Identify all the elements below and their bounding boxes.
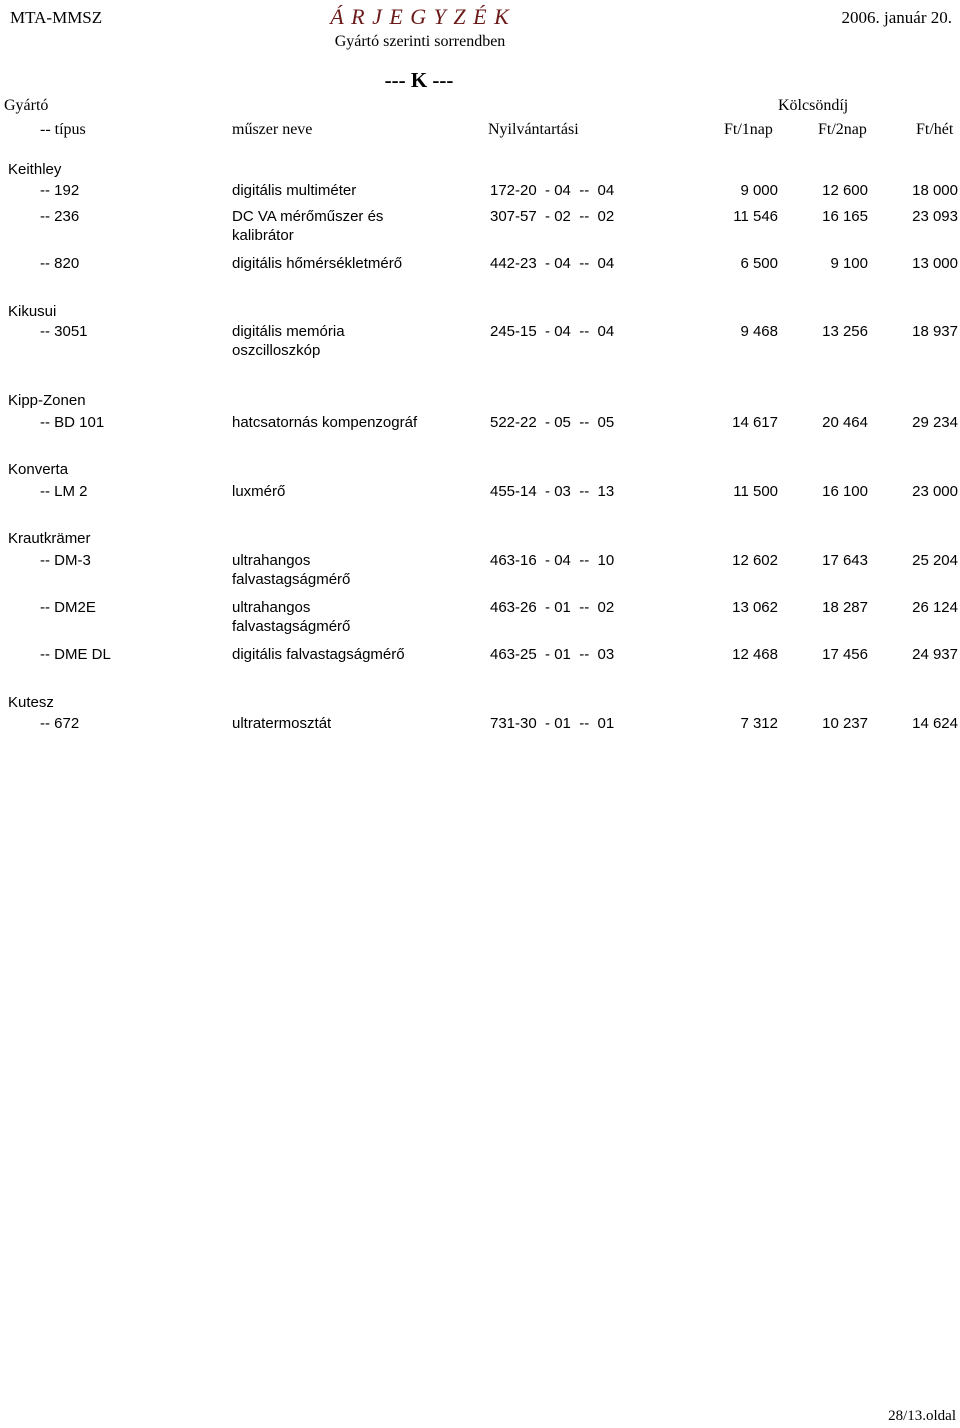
item-price-week: 23 000 — [912, 483, 958, 500]
item-price-2-day: 20 464 — [822, 414, 868, 431]
item-registry: 463-26 - 01 -- 02 — [490, 599, 615, 616]
item-name: luxmérő — [232, 483, 286, 500]
col-header-rental-fee: Kölcsöndíj — [778, 97, 849, 114]
item-price-1-day: 12 468 — [732, 646, 778, 663]
item-registry: 731-30 - 01 -- 01 — [490, 715, 615, 732]
col-header-registry: Nyilvántartási — [488, 121, 579, 138]
item-price-week: 13 000 — [912, 255, 958, 272]
item-price-1-day: 13 062 — [732, 599, 778, 616]
item-name: digitális multiméter — [232, 182, 357, 199]
page-date: 2006. január 20. — [841, 8, 952, 27]
item-registry: 442-23 - 04 -- 04 — [490, 255, 615, 272]
item-type: -- 672 — [40, 715, 80, 732]
item-price-2-day: 18 287 — [822, 599, 868, 616]
col-header-instrument: műszer neve — [232, 121, 313, 138]
item-price-1-day: 6 500 — [740, 255, 778, 272]
manufacturer-name: Konverta — [8, 461, 69, 478]
page-number: 28/13.oldal — [888, 1408, 956, 1424]
item-price-week: 18 000 — [912, 182, 958, 199]
item-price-2-day: 16 100 — [822, 483, 868, 500]
item-type: -- 192 — [40, 182, 80, 199]
item-registry: 307-57 - 02 -- 02 — [490, 208, 615, 225]
item-price-1-day: 9 000 — [740, 182, 778, 199]
col-header-type: -- típus — [40, 121, 86, 138]
manufacturer-name: Kikusui — [8, 303, 57, 320]
col-header-ft-1-day: Ft/1nap — [724, 121, 773, 138]
manufacturer-name: Kutesz — [8, 694, 54, 711]
item-registry: 455-14 - 03 -- 13 — [490, 483, 615, 500]
item-price-week: 23 093 — [912, 208, 958, 225]
item-price-2-day: 9 100 — [830, 255, 868, 272]
item-price-week: 24 937 — [912, 646, 958, 663]
item-price-2-day: 17 456 — [822, 646, 868, 663]
item-price-2-day: 12 600 — [822, 182, 868, 199]
item-name: digitális falvastagságmérő — [232, 646, 405, 663]
item-type: -- LM 2 — [40, 483, 88, 500]
page-title: Á R J E G Y Z É K — [330, 4, 510, 29]
item-price-1-day: 11 546 — [733, 208, 778, 225]
item-registry: 172-20 - 04 -- 04 — [490, 182, 615, 199]
item-type: -- 3051 — [40, 323, 88, 340]
item-price-1-day: 14 617 — [732, 414, 778, 431]
item-price-1-day: 7 312 — [740, 715, 778, 732]
item-type: -- BD 101 — [40, 414, 105, 431]
item-name: ultratermosztát — [232, 715, 332, 732]
item-registry: 522-22 - 05 -- 05 — [490, 414, 615, 431]
item-price-2-day: 13 256 — [822, 323, 868, 340]
manufacturer-name: Krautkrämer — [8, 530, 91, 547]
item-price-1-day: 12 602 — [732, 552, 778, 569]
item-type: -- DM-3 — [40, 552, 91, 569]
item-type: -- 236 — [40, 208, 80, 225]
page-subtitle: Gyártó szerinti sorrendben — [334, 33, 506, 50]
item-name: DC VA mérőműszer és kalibrátor — [232, 208, 384, 244]
manufacturer-name: Keithley — [8, 161, 62, 178]
item-price-week: 25 204 — [912, 552, 958, 569]
item-registry: 463-25 - 01 -- 03 — [490, 646, 615, 663]
item-type: -- DM2E — [40, 599, 96, 616]
item-name: digitális hőmérsékletmérő — [232, 255, 403, 272]
col-header-manufacturer: Gyártó — [4, 97, 49, 114]
item-name: ultrahangos falvastagságmérő — [232, 552, 351, 588]
manufacturer-name: Kipp-Zonen — [8, 392, 86, 409]
item-registry: 463-16 - 04 -- 10 — [490, 552, 615, 569]
item-price-2-day: 10 237 — [822, 715, 868, 732]
org-name: MTA-MMSZ — [10, 8, 103, 27]
item-name: ultrahangos falvastagságmérő — [232, 599, 351, 635]
item-price-week: 26 124 — [912, 599, 958, 616]
item-name: digitális memória oszcilloszkóp — [232, 323, 345, 359]
item-price-2-day: 16 165 — [822, 208, 868, 225]
item-price-1-day: 11 500 — [733, 483, 778, 500]
section-letter: --- K --- — [384, 68, 454, 92]
item-name: hatcsatornás kompenzográf — [232, 414, 418, 431]
col-header-ft-week: Ft/hét — [916, 121, 954, 138]
item-type: -- DME DL — [40, 646, 111, 663]
item-price-week: 14 624 — [912, 715, 958, 732]
item-price-week: 18 937 — [912, 323, 958, 340]
item-price-week: 29 234 — [912, 414, 958, 431]
item-price-1-day: 9 468 — [740, 323, 778, 340]
item-registry: 245-15 - 04 -- 04 — [490, 323, 615, 340]
item-price-2-day: 17 643 — [822, 552, 868, 569]
col-header-ft-2-day: Ft/2nap — [818, 121, 867, 138]
item-type: -- 820 — [40, 255, 80, 272]
